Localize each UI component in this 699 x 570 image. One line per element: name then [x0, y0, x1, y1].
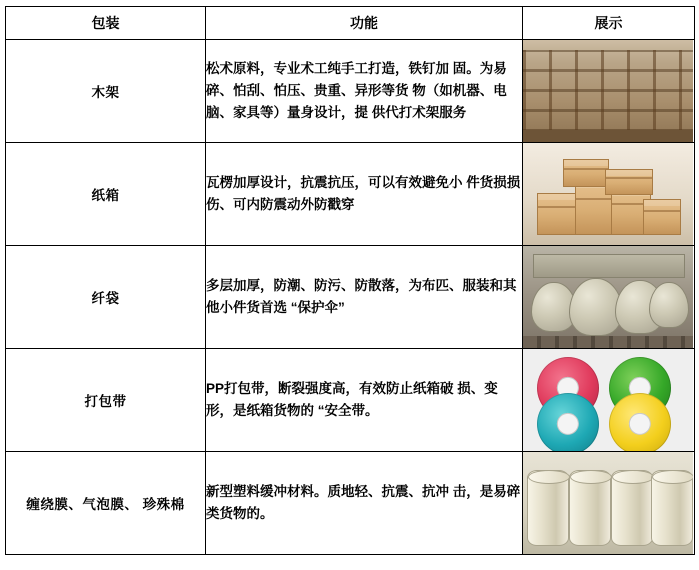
wooden-crates-photo — [523, 40, 693, 142]
cell-package-name: 打包带 — [6, 349, 206, 452]
cell-display-photo — [523, 143, 695, 246]
cell-function-text: 新型塑料缓冲材料。质地轻、抗震、抗冲 击，是易碎类货物的。 — [206, 452, 523, 555]
strapping-rolls-photo — [523, 349, 693, 451]
table-header — [6, 7, 695, 40]
header-cell-name: 包装 — [6, 7, 206, 40]
cell-display-photo — [523, 246, 695, 349]
table-row — [6, 246, 695, 349]
cell-function-text: 瓦楞加厚设计，抗震抗压，可以有效避免小 件货损损伤、可内防震动外防戳穿 — [206, 143, 523, 246]
table-body — [6, 40, 695, 555]
cell-package-name: 纤袋 — [6, 246, 206, 349]
packaging-table — [5, 6, 695, 555]
carton-boxes-photo — [523, 143, 693, 245]
woven-bags-photo — [523, 246, 693, 348]
header-row — [6, 7, 695, 40]
cell-package-name: 木架 — [6, 40, 206, 143]
table-row — [6, 40, 695, 143]
cell-display-photo — [523, 40, 695, 143]
cell-display-photo — [523, 452, 695, 555]
cell-function-text: 松术原料，专业术工纯手工打造，铁钉加 固。为易碎、怕刮、怕压、贵重、异形等货 物（如机器、电脑、家具等）量身设计，提 供代打术架服务 — [206, 40, 523, 143]
table-row — [6, 143, 695, 246]
table-row — [6, 452, 695, 555]
cell-function-text: 多层加厚，防潮、防污、防散落，为布匹、服装和其他小件货首选 “保护伞” — [206, 246, 523, 349]
cell-function-text: PP打包带，断裂强度高，有效防止纸箱破 损、变形，是纸箱货物的 “安全带。 — [206, 349, 523, 452]
header-cell-function: 功能 — [206, 7, 523, 40]
cell-package-name: 缠绕膜、气泡膜、 珍殊棉 — [6, 452, 206, 555]
stretch-film-photo — [523, 452, 693, 554]
table-row — [6, 349, 695, 452]
cell-display-photo — [523, 349, 695, 452]
header-cell-display: 展示 — [523, 7, 695, 40]
cell-package-name: 纸箱 — [6, 143, 206, 246]
